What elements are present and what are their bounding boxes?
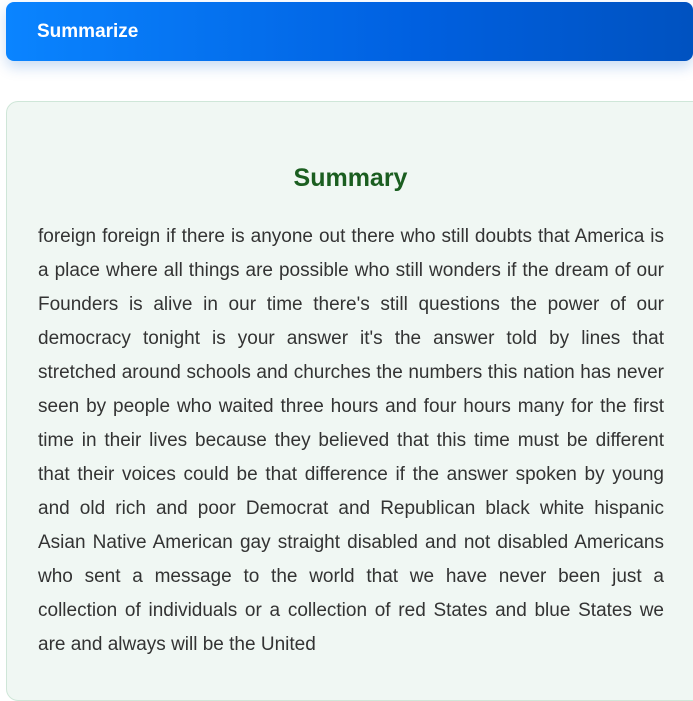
summary-title: Summary <box>293 164 408 192</box>
summary-text: foreign foreign if there is anyone out there who still doubts that America is a place where all things are possible who still wonders if the dream of our Founders is alive in our time there's still questions the power of our democracy tonight is your answer it's the answer told by lines that stretched around schools and churches the numbers this nation has never seen by people who waited three hours and four hours many for the first time in their lives because they believed that this time must be different that their voices could be that difference if the answer spoken by young and old rich and poor Democrat and Republican black white hispanic Asian Native American gay straight disabled and not disabled Americans who sent a message to the world that we have never been just a collection of individuals or a collection of red States and blue States we are and always will be the United <box>38 226 664 655</box>
summarize-button[interactable]: Summarize <box>6 2 693 61</box>
summary-card <box>6 101 693 701</box>
